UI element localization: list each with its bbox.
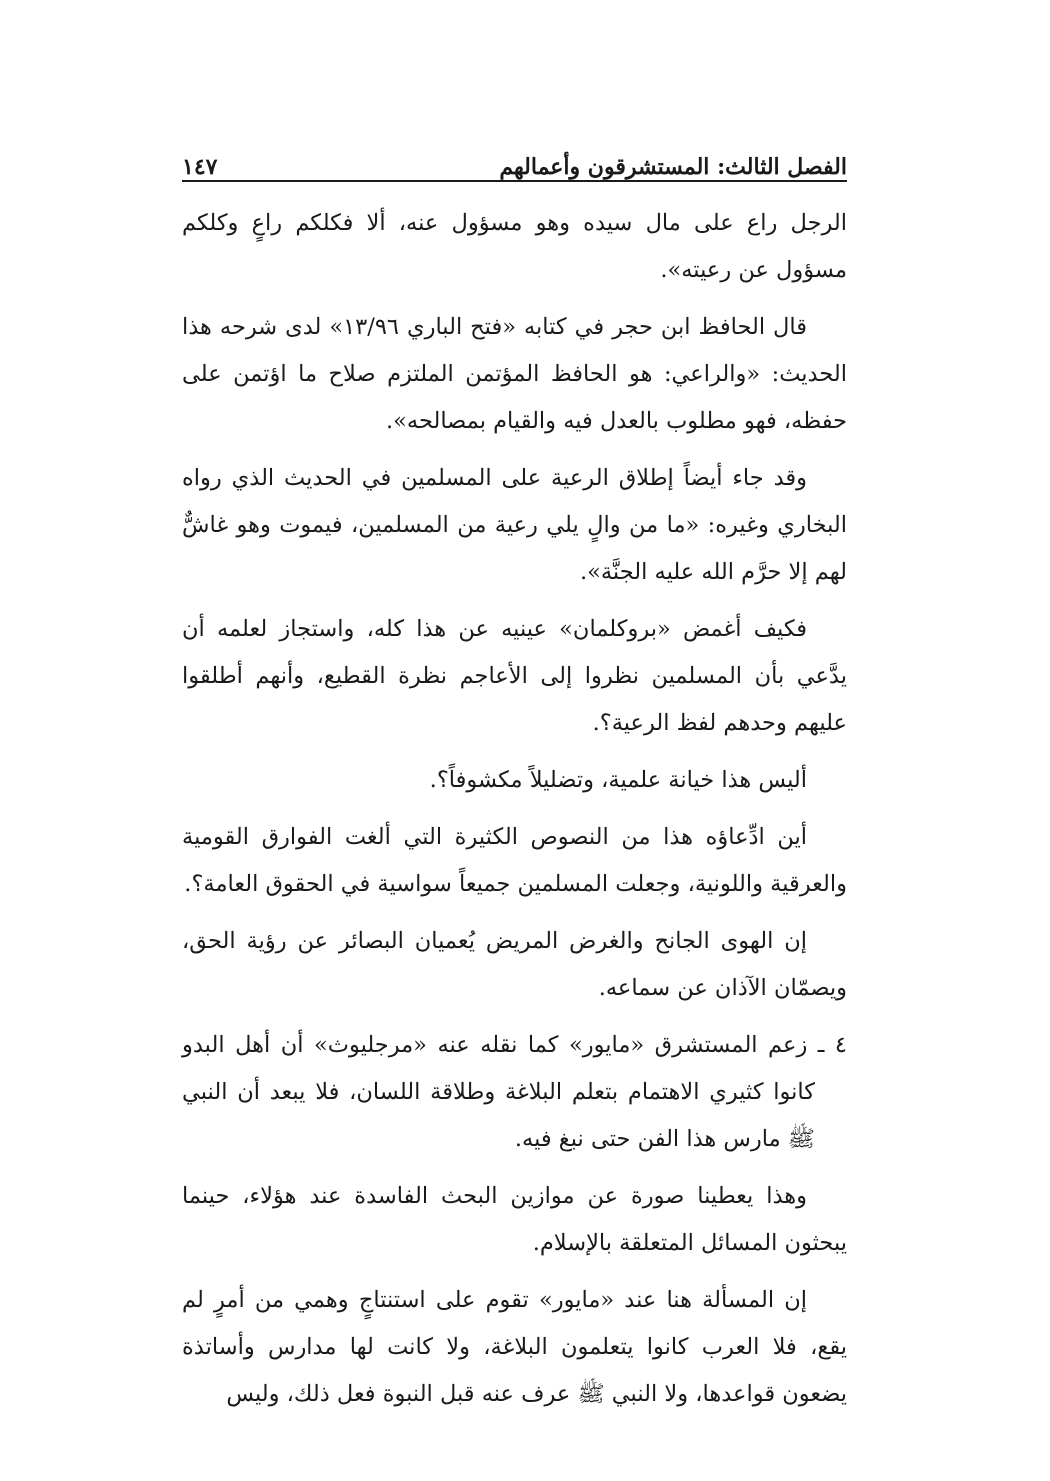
paragraph: إن المسألة هنا عند «مايور» تقوم على استنتاجٍ وهمي من أمرٍ لم يقع، فلا العرب كانوا يتعلمون البلاغة، ولا كانت لها مدارس وأساتذة يضعون قواعدها، ولا النبي ﷺ عرف عنه قبل النبوة فعل ذلك، وليس: [182, 1287, 847, 1407]
paragraph: فكيف أغمض «بروكلمان» عينيه عن هذا كله، واستجاز لعلمه أن يدَّعي بأن المسلمين نظروا إلى الأعاجم نظرة القطيع، وأنهم أطلقوا عليهم وحدهم لفظ الرعية؟.: [182, 616, 847, 736]
book-page: [182, 140, 847, 1428]
paragraph: إن الهوى الجانح والغرض المريض يُعميان البصائر عن رؤية الحق، ويصمّان الآذان عن سماعه.: [182, 928, 847, 1001]
paragraph: وقد جاء أيضاً إطلاق الرعية على المسلمين في الحديث الذي رواه البخاري وغيره: «ما من والٍ يلي رعية من المسلمين، فيموت وهو غاشٌّ لهم إلا حرَّم الله عليه الجنَّة».: [182, 465, 847, 585]
running-header: [182, 140, 847, 182]
paragraph: وهذا يعطينا صورة عن موازين البحث الفاسدة عند هؤلاء، حينما يبحثون المسائل المتعلقة بالإسلام.: [182, 1183, 847, 1256]
numbered-item: ٤ ـ زعم المستشرق «مايور» كما نقله عنه «مرجليوث» أن أهل البدو كانوا كثيري الاهتمام بتعلم البلاغة وطلاقة اللسان، فلا يبعد أن النبي ﷺ مارس هذا الفن حتى نبغ فيه.: [182, 1032, 847, 1152]
paragraph: أليس هذا خيانة علمية، وتضليلاً مكشوفاً؟.: [429, 767, 807, 793]
paragraph: الرجل راع على مال سيده وهو مسؤول عنه، ألا فكلكم راعٍ وكلكم مسؤول عن رعيته».: [182, 210, 847, 283]
body-text: [182, 200, 847, 1418]
chapter-title: الفصل الثالث: المستشرقون وأعمالهم: [499, 154, 847, 180]
paragraph: قال الحافظ ابن حجر في كتابه «فتح الباري ١٣/٩٦» لدى شرحه هذا الحديث: «والراعي: هو الحافظ المؤتمن الملتزم صلاح ما اؤتمن على حفظه، فهو مطلوب بالعدل فيه والقيام بمصالحه».: [182, 314, 847, 434]
paragraph: أين ادِّعاؤه هذا من النصوص الكثيرة التي ألغت الفوارق القومية والعرقية واللونية، وجعلت المسلمين جميعاً سواسية في الحقوق العامة؟.: [182, 824, 847, 897]
page-number: ١٤٧: [182, 154, 218, 180]
